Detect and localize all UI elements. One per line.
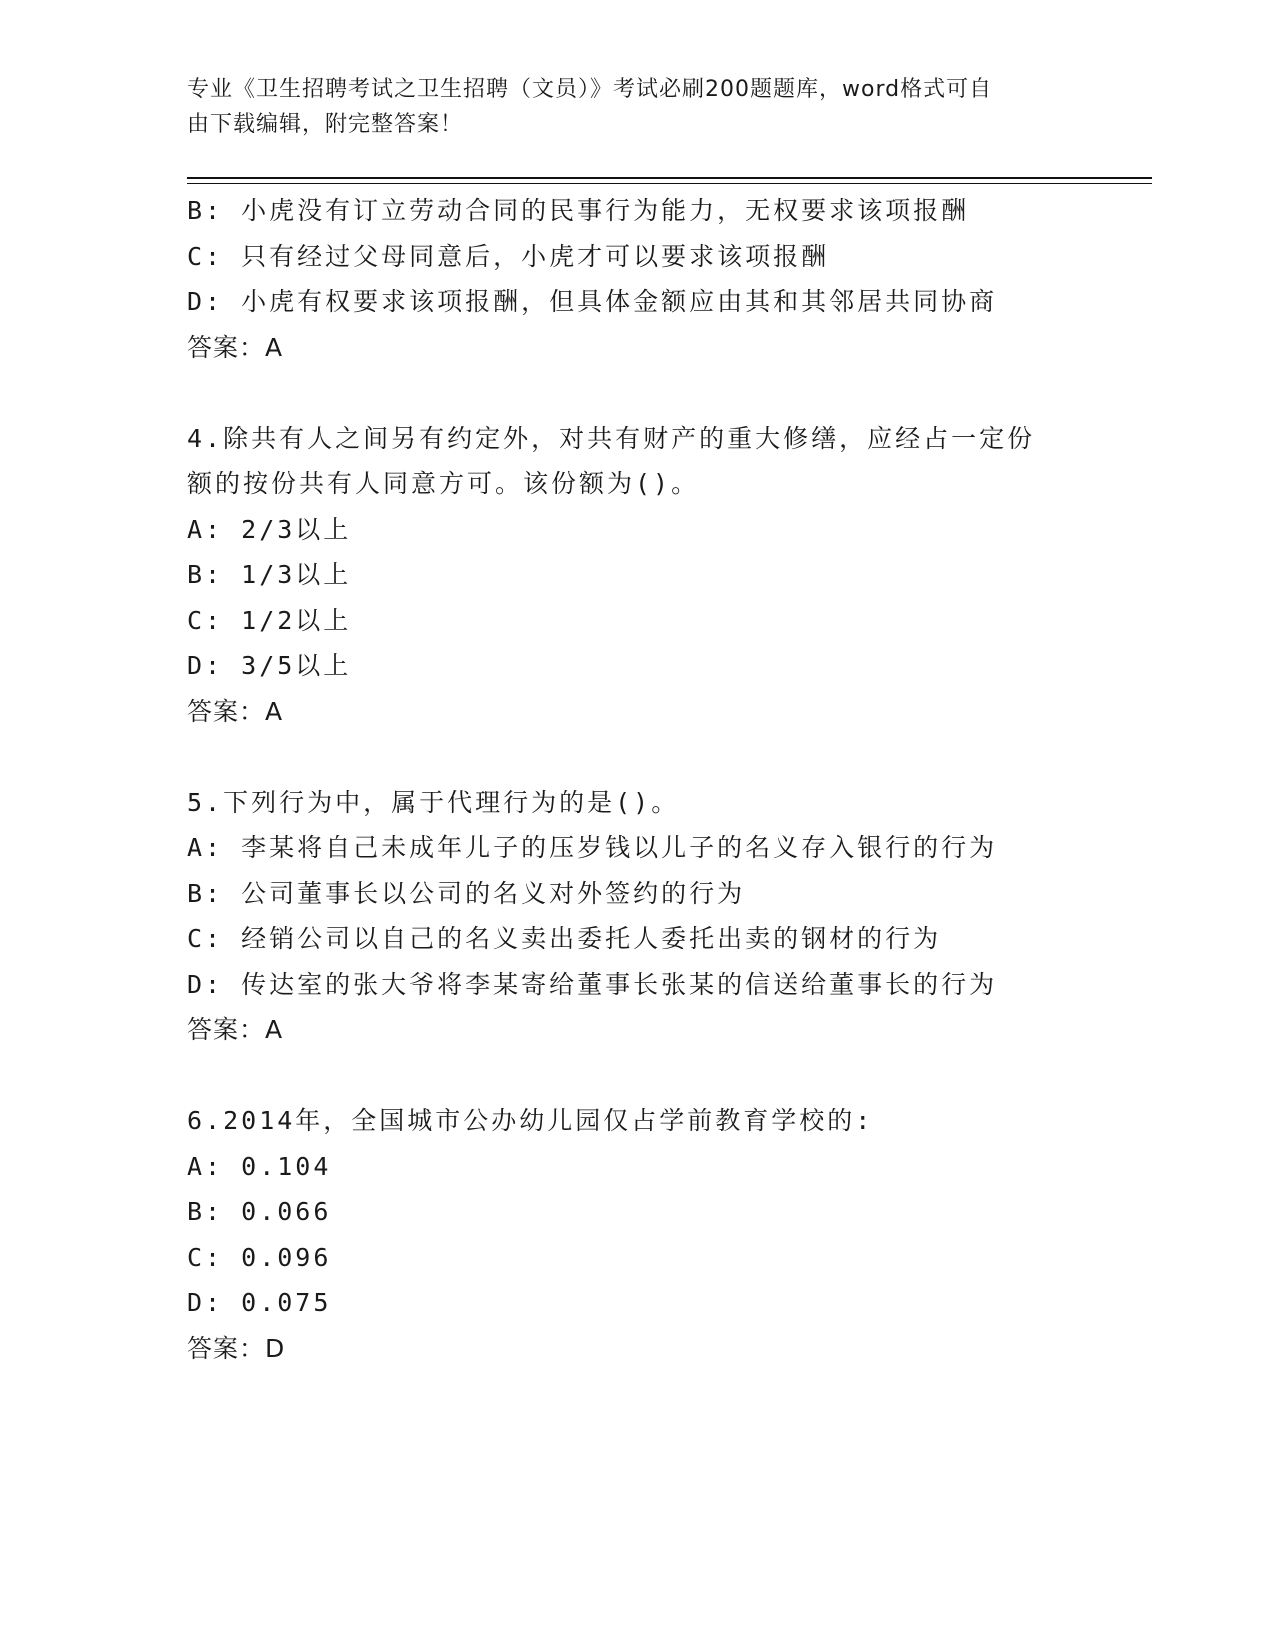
q5-answer: 答案：A <box>187 1015 284 1044</box>
question-spacer <box>187 370 1087 416</box>
q4-option-a: A: 2/3以上 <box>187 514 352 544</box>
header-rule-thick <box>187 177 1152 179</box>
q5-stem: 5.下列行为中，属于代理行为的是()。 <box>187 787 680 817</box>
question-list <box>187 188 1087 1371</box>
q4-option-c: C: 1/2以上 <box>187 605 352 635</box>
q6-option-a: A: 0.104 <box>187 1151 332 1181</box>
q4-stem-line-1: 4.除共有人之间另有约定外，对共有财产的重大修缮，应经占一定份 <box>187 423 1036 453</box>
q6-option-d: D: 0.075 <box>187 1288 332 1317</box>
q6-option-b: B: 0.066 <box>187 1197 332 1226</box>
question-6 <box>187 1098 1087 1371</box>
q4-answer: 答案：A <box>187 696 284 726</box>
q6-stem: 6.2014年，全国城市公办幼儿园仅占学前教育学校的: <box>187 1106 874 1135</box>
q6-option-c: C: 0.096 <box>187 1242 332 1272</box>
q3-answer: 答案：A <box>187 332 284 362</box>
q5-option-c: C: 经销公司以自己的名义卖出委托人委托出卖的钢材的行为 <box>187 924 942 953</box>
q3-option-c: C: 只有经过父母同意后，小虎才可以要求该项报酬 <box>187 241 830 271</box>
q3-option-b: B: 小虎没有订立劳动合同的民事行为能力，无权要求该项报酬 <box>187 196 970 225</box>
q4-stem-line-2: 额的按份共有人同意方可。该份额为()。 <box>187 469 700 498</box>
header-title-line-1: 专业《卫生招聘考试之卫生招聘（文员）》考试必刷200题题库，word格式可自 <box>187 77 993 102</box>
q5-option-d: D: 传达室的张大爷将李某寄给董事长张某的信送给董事长的行为 <box>187 969 998 999</box>
header-title-line-2: 由下载编辑，附完整答案！ <box>187 112 464 137</box>
q5-option-b: B: 公司董事长以公司的名义对外签约的行为 <box>187 878 746 908</box>
q3-option-d: D: 小虎有权要求该项报酬，但具体金额应由其和其邻居共同协商 <box>187 287 998 316</box>
question-3-tail <box>187 188 1087 370</box>
header-rule-thin <box>187 183 1152 184</box>
document-header <box>187 72 1067 142</box>
question-5 <box>187 780 1087 1053</box>
q6-answer: 答案：D <box>187 1333 286 1363</box>
q5-option-a: A: 李某将自己未成年儿子的压岁钱以儿子的名义存入银行的行为 <box>187 833 998 862</box>
question-4 <box>187 416 1087 735</box>
question-spacer <box>187 1053 1087 1099</box>
q4-option-b: B: 1/3以上 <box>187 560 352 589</box>
question-spacer <box>187 734 1087 780</box>
q4-option-d: D: 3/5以上 <box>187 651 352 680</box>
